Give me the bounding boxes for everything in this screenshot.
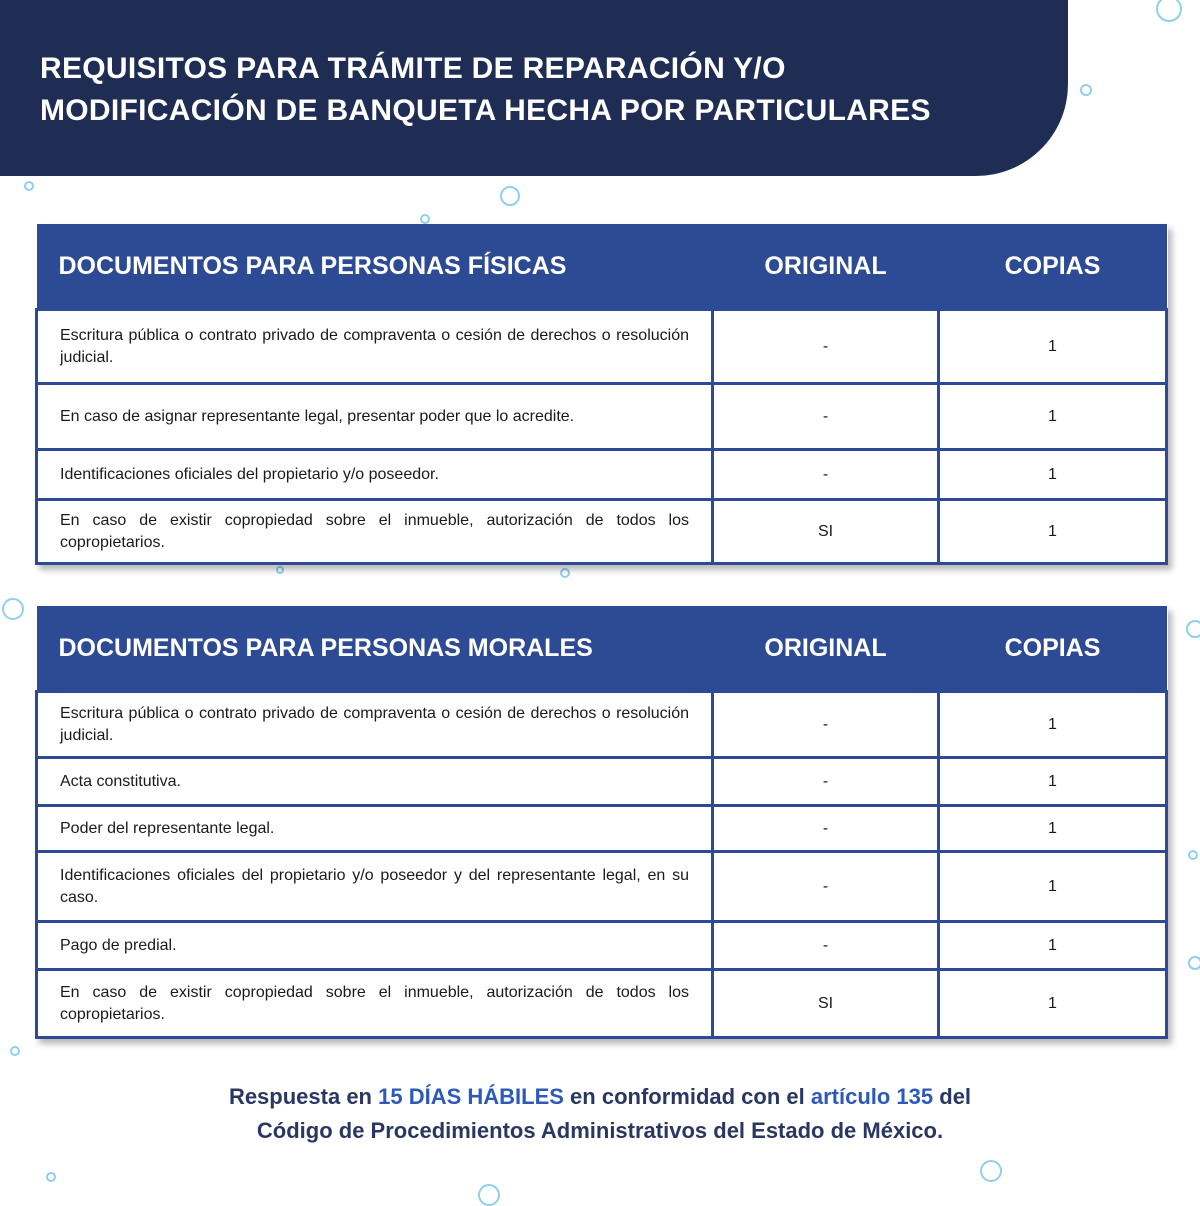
decorative-bubble — [560, 568, 570, 578]
copies-cell: 1 — [939, 806, 1167, 852]
original-cell: - — [713, 692, 939, 758]
original-cell: - — [713, 450, 939, 500]
table-row — [37, 852, 1167, 922]
footer-highlight-article: artículo 135 — [810, 1084, 934, 1109]
page-title-line-1: REQUISITOS PARA TRÁMITE DE REPARACIÓN Y/O — [40, 52, 786, 85]
decorative-bubble — [46, 1172, 56, 1182]
decorative-bubble — [1156, 0, 1182, 22]
document-cell: En caso de asignar representante legal, presentar poder que lo acredite. — [37, 384, 713, 450]
table-header-row — [37, 606, 1167, 692]
table-row — [37, 922, 1167, 970]
table-header-row — [37, 224, 1167, 310]
document-cell: En caso de existir copropiedad sobre el inmueble, autorización de todos los copropietarios. — [37, 500, 713, 564]
table-row — [37, 384, 1167, 450]
decorative-bubble — [2, 598, 24, 620]
footer-note — [0, 1080, 1200, 1148]
copies-cell: 1 — [939, 758, 1167, 806]
page-title-line-2: MODIFICACIÓN DE BANQUETA HECHA POR PARTICULARES — [40, 94, 931, 127]
header-copies: COPIAS — [939, 224, 1167, 310]
document-cell: Escritura pública o contrato privado de compraventa o cesión de derechos o resolución judicial. — [37, 310, 713, 384]
table-row — [37, 806, 1167, 852]
decorative-bubble — [500, 186, 520, 206]
table-personas-fisicas — [35, 224, 1168, 565]
decorative-bubble — [1186, 620, 1200, 638]
original-cell: - — [713, 922, 939, 970]
copies-cell: 1 — [939, 310, 1167, 384]
footer-text-1: Respuesta en — [228, 1084, 379, 1109]
footer-text-3: del — [933, 1084, 972, 1109]
table-row — [37, 758, 1167, 806]
decorative-bubble — [1188, 956, 1200, 970]
document-cell: Poder del representante legal. — [37, 806, 713, 852]
copies-cell: 1 — [939, 922, 1167, 970]
original-cell: - — [713, 384, 939, 450]
table-row — [37, 692, 1167, 758]
copies-cell: 1 — [939, 692, 1167, 758]
page-title — [40, 48, 1050, 132]
table-row — [37, 500, 1167, 564]
document-cell: Escritura pública o contrato privado de compraventa o cesión de derechos o resolución judicial. — [37, 692, 713, 758]
document-cell: Acta constitutiva. — [37, 758, 713, 806]
original-cell: - — [713, 806, 939, 852]
document-cell: En caso de existir copropiedad sobre el inmueble, autorización de todos los copropietarios. — [37, 970, 713, 1038]
decorative-bubble — [1188, 850, 1198, 860]
table-row — [37, 970, 1167, 1038]
copies-cell: 1 — [939, 384, 1167, 450]
copies-cell: 1 — [939, 450, 1167, 500]
decorative-bubble — [1080, 84, 1092, 96]
header-original: ORIGINAL — [713, 606, 939, 692]
copies-cell: 1 — [939, 852, 1167, 922]
header-document: DOCUMENTOS PARA PERSONAS MORALES — [37, 606, 713, 692]
original-cell: - — [713, 758, 939, 806]
document-cell: Pago de predial. — [37, 922, 713, 970]
decorative-bubble — [980, 1160, 1002, 1182]
original-cell: - — [713, 852, 939, 922]
decorative-bubble — [276, 566, 284, 574]
decorative-bubble — [420, 214, 430, 224]
footer-line-1 — [0, 1080, 1200, 1114]
footer-line-2: Código de Procedimientos Administrativos del Estado de México. — [256, 1118, 944, 1143]
header-document: DOCUMENTOS PARA PERSONAS FÍSICAS — [37, 224, 713, 310]
footer-highlight-days: 15 DÍAS HÁBILES — [378, 1084, 564, 1109]
table-row — [37, 450, 1167, 500]
footer-text-2: en conformidad con el — [563, 1084, 811, 1109]
header-original: ORIGINAL — [713, 224, 939, 310]
header-copies: COPIAS — [939, 606, 1167, 692]
original-cell: SI — [713, 970, 939, 1038]
document-cell: Identificaciones oficiales del propietario y/o poseedor. — [37, 450, 713, 500]
decorative-bubble — [24, 181, 34, 191]
table-personas-morales — [35, 606, 1168, 1039]
copies-cell: 1 — [939, 970, 1167, 1038]
title-banner — [0, 0, 1068, 176]
decorative-bubble — [478, 1184, 500, 1206]
copies-cell: 1 — [939, 500, 1167, 564]
table-row — [37, 310, 1167, 384]
decorative-bubble — [10, 1046, 20, 1056]
document-cell: Identificaciones oficiales del propietario y/o poseedor y del representante legal, en su caso. — [37, 852, 713, 922]
original-cell: SI — [713, 500, 939, 564]
original-cell: - — [713, 310, 939, 384]
